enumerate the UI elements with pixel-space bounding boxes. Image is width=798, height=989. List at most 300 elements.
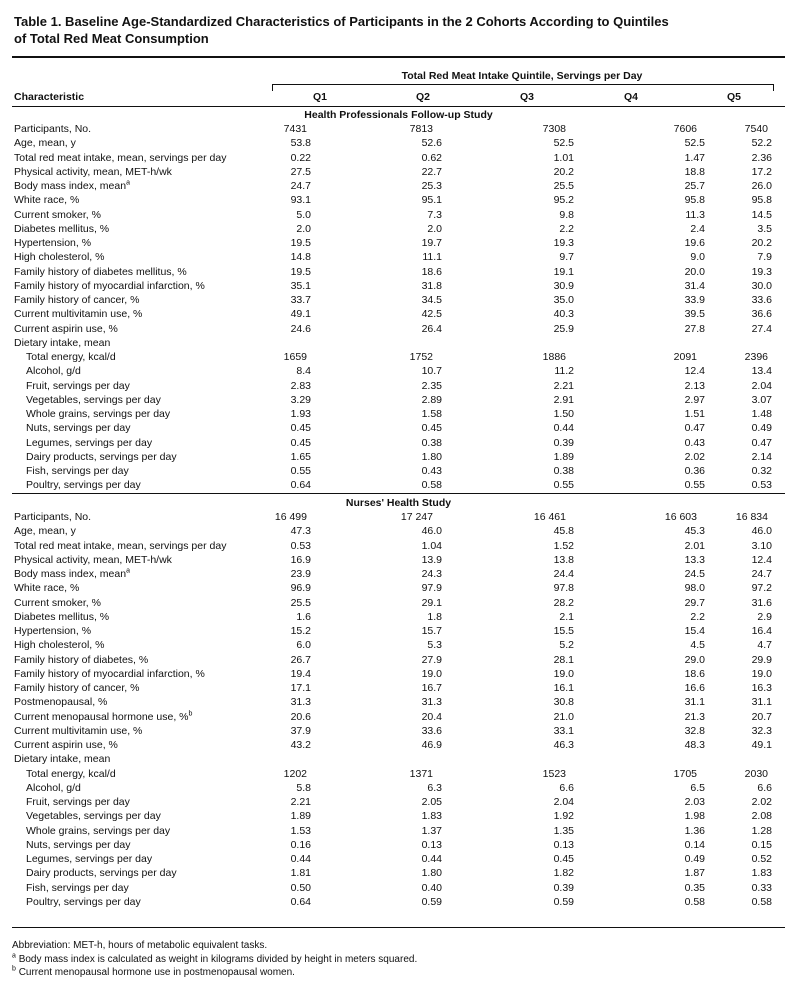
row-label xyxy=(26,407,170,421)
cell-q3: 1.89 xyxy=(553,450,574,463)
cell-q1: 0.45 xyxy=(290,436,311,449)
cell-q5: 20.2 xyxy=(751,237,772,249)
cell-q2: 42.5 xyxy=(421,308,442,321)
cell-q5: 0.53 xyxy=(751,479,772,492)
cell-q3: 0.13 xyxy=(553,838,574,851)
caption-line-1: Table 1. Baseline Age-Standardized Characteristics of Participants in the 2 Cohorts According to Quintiles xyxy=(14,14,669,29)
row-label xyxy=(14,567,130,581)
table-row xyxy=(0,165,798,179)
cell-q2: 1.8 xyxy=(427,610,442,623)
cell-q2: 0.58 xyxy=(421,479,442,492)
cell-q3: 0.38 xyxy=(553,465,574,477)
cell-q3: 33.1 xyxy=(553,724,574,737)
row-label xyxy=(26,838,130,852)
cell-q2: 0.59 xyxy=(421,895,442,908)
cell-q2: 2.35 xyxy=(421,379,442,392)
cell-q5: 33.6 xyxy=(751,294,772,306)
footnote-a-mark: a xyxy=(12,952,16,960)
cell-q3: 30.8 xyxy=(553,696,574,709)
row-label-text: Legumes, servings per day xyxy=(26,436,153,449)
cell-q3: 1.92 xyxy=(553,810,574,823)
cell-q4: 0.58 xyxy=(684,895,705,908)
cell-q3: 25.9 xyxy=(553,322,574,335)
cell-q1: 5.0 xyxy=(296,208,311,221)
cell-q1: 0.16 xyxy=(290,838,311,851)
cell-q4: 29.0 xyxy=(684,653,705,666)
cell-q1: 1.53 xyxy=(290,824,311,837)
cell-q4: 2.97 xyxy=(684,393,705,406)
cell-q3: 45.8 xyxy=(553,525,574,538)
q1-header: Q1 xyxy=(313,91,328,103)
cell-q5: 36.6 xyxy=(751,308,772,321)
row-label xyxy=(26,478,141,492)
table-row xyxy=(0,193,798,207)
row-label-text: Age, mean, y xyxy=(14,525,76,538)
cell-q2: 31.3 xyxy=(421,696,442,709)
cell-q1: 35.1 xyxy=(290,279,311,292)
cell-q1: 53.8 xyxy=(290,137,311,150)
cell-q3: 2.1 xyxy=(559,610,574,623)
cell-q2: 26.4 xyxy=(421,322,442,335)
cell-q3: 9.8 xyxy=(559,208,574,221)
cell-q3: 0.55 xyxy=(553,479,574,492)
cell-q4: 98.0 xyxy=(684,582,705,595)
row-label-text: Diabetes mellitus, % xyxy=(14,222,110,235)
cell-q1: 0.44 xyxy=(290,853,311,865)
row-label-text: Total red meat intake, mean, servings per day xyxy=(14,151,227,164)
cell-q2: 5.3 xyxy=(427,639,442,652)
cell-q1: 7431 xyxy=(283,123,307,135)
table-row xyxy=(0,250,798,264)
cell-q5: 30.0 xyxy=(751,279,772,292)
cell-q1: 2.21 xyxy=(290,796,311,808)
cell-q4: 21.3 xyxy=(684,710,705,723)
characteristic-header: Characteristic xyxy=(14,91,85,103)
cell-q4: 15.4 xyxy=(684,625,705,637)
table-footnotes xyxy=(12,939,417,980)
cell-q1: 16.9 xyxy=(290,553,311,566)
row-label xyxy=(14,151,226,165)
cell-q3: 2.04 xyxy=(553,796,574,808)
cell-q4: 6.5 xyxy=(690,781,705,794)
cell-q4: 95.8 xyxy=(684,194,705,207)
cell-q2: 6.3 xyxy=(427,781,442,794)
cell-q5: 19.0 xyxy=(751,667,772,680)
cell-q3: 20.2 xyxy=(553,165,574,178)
cell-q5: 97.2 xyxy=(751,582,772,595)
cell-q1: 37.9 xyxy=(290,724,311,737)
row-label-text: Dietary intake, mean xyxy=(14,753,111,766)
cell-q5: 0.52 xyxy=(751,853,772,865)
row-label xyxy=(26,450,177,464)
cell-q2: 25.3 xyxy=(421,180,442,192)
row-label xyxy=(14,510,91,524)
table-row xyxy=(0,350,798,364)
cell-q5: 3.10 xyxy=(751,539,772,552)
table-row xyxy=(0,293,798,307)
row-label-text: White race, % xyxy=(14,194,80,207)
row-label xyxy=(14,752,110,766)
cell-q1: 1.65 xyxy=(290,450,311,463)
row-label xyxy=(26,350,116,364)
row-label xyxy=(26,866,177,880)
row-label-text: Dairy products, servings per day xyxy=(26,450,177,463)
cell-q4: 9.0 xyxy=(690,251,705,264)
cell-q4: 31.4 xyxy=(684,279,705,292)
table-row xyxy=(0,895,798,909)
row-label xyxy=(14,581,79,595)
row-label xyxy=(14,596,101,610)
row-label-text: Total energy, kcal/d xyxy=(26,767,116,780)
cell-q2: 2.89 xyxy=(421,393,442,406)
cell-q3: 0.45 xyxy=(553,853,574,865)
bottom-rule xyxy=(12,927,785,928)
table-row xyxy=(0,179,798,193)
cell-q4: 18.6 xyxy=(684,667,705,680)
table-row xyxy=(0,795,798,809)
cell-q1: 31.3 xyxy=(290,696,311,709)
row-label-text: Current menopausal hormone use, % xyxy=(14,710,189,723)
cell-q5: 1.48 xyxy=(751,408,772,420)
row-label-text: Fish, servings per day xyxy=(26,881,129,894)
cell-q5: 31.1 xyxy=(751,696,772,709)
cell-q1: 24.7 xyxy=(290,180,311,192)
row-label-text: Nuts, servings per day xyxy=(26,422,131,435)
cell-q5: 0.32 xyxy=(751,465,772,477)
cell-q1: 19.5 xyxy=(290,237,311,249)
table-row xyxy=(0,510,798,524)
cell-q3: 19.1 xyxy=(553,265,574,278)
cell-q2: 1752 xyxy=(409,351,433,363)
row-label xyxy=(14,179,130,193)
cell-q5: 32.3 xyxy=(751,724,772,737)
row-label-text: Postmenopausal, % xyxy=(14,696,108,709)
row-label-text: Whole grains, servings per day xyxy=(26,824,171,837)
row-label-text: Current multivitamin use, % xyxy=(14,308,143,321)
cell-q1: 0.64 xyxy=(290,479,311,492)
cell-q5: 2.04 xyxy=(751,379,772,392)
cell-q5: 19.3 xyxy=(751,265,772,278)
cell-q2: 0.13 xyxy=(421,838,442,851)
cell-q5: 16.3 xyxy=(751,682,772,694)
cell-q2: 0.44 xyxy=(421,853,442,865)
cell-q4: 13.3 xyxy=(684,553,705,566)
cell-q3: 16.1 xyxy=(553,682,574,694)
section-title-hpfs: Health Professionals Follow-up Study xyxy=(304,109,493,121)
cell-q1: 16 499 xyxy=(274,511,307,523)
cell-q4: 1.51 xyxy=(684,408,705,420)
row-label-text: Whole grains, servings per day xyxy=(26,408,171,420)
table-row xyxy=(0,336,798,350)
cell-q5: 16.4 xyxy=(751,625,772,637)
table-row xyxy=(0,539,798,553)
row-label xyxy=(26,767,116,781)
footnote-b xyxy=(12,966,417,980)
cell-q1: 33.7 xyxy=(290,294,311,306)
table-row xyxy=(0,581,798,595)
cell-q4: 1.36 xyxy=(684,824,705,837)
row-label-text: Hypertension, % xyxy=(14,625,92,637)
table-row xyxy=(0,752,798,766)
cell-q3: 15.5 xyxy=(553,625,574,637)
row-label xyxy=(14,250,104,264)
cell-q2: 18.6 xyxy=(421,265,442,278)
cell-q4: 52.5 xyxy=(684,137,705,150)
cell-q5: 2396 xyxy=(744,351,768,363)
cell-q3: 1886 xyxy=(542,351,566,363)
table-row xyxy=(0,653,798,667)
row-label-text: High cholesterol, % xyxy=(14,251,105,264)
cell-q4: 7606 xyxy=(673,123,697,135)
footnote-a xyxy=(12,953,417,967)
cell-q1: 25.5 xyxy=(290,596,311,609)
row-label-text: Physical activity, mean, MET-h/wk xyxy=(14,165,172,178)
cell-q3: 35.0 xyxy=(553,294,574,306)
cell-q1: 1.81 xyxy=(290,867,311,880)
top-rule xyxy=(12,56,785,58)
row-label-text: Alcohol, g/d xyxy=(26,781,81,794)
table-row xyxy=(0,364,798,378)
cell-q2: 0.45 xyxy=(421,422,442,435)
cell-q2: 1371 xyxy=(409,767,433,780)
cell-q1: 15.2 xyxy=(290,625,311,637)
cell-q3: 1523 xyxy=(542,767,566,780)
cell-q3: 2.21 xyxy=(553,379,574,392)
cell-q3: 30.9 xyxy=(553,279,574,292)
cell-q3: 5.2 xyxy=(559,639,574,652)
cell-q5: 0.33 xyxy=(751,881,772,894)
cell-q1: 1202 xyxy=(283,767,307,780)
table-row xyxy=(0,208,798,222)
row-label-text: Nuts, servings per day xyxy=(26,838,131,851)
table-row xyxy=(0,478,798,492)
table-row xyxy=(0,553,798,567)
cell-q1: 49.1 xyxy=(290,308,311,321)
cell-q1: 26.7 xyxy=(290,653,311,666)
table-row xyxy=(0,236,798,250)
row-label-text: Fruit, servings per day xyxy=(26,379,130,392)
cell-q1: 19.4 xyxy=(290,667,311,680)
cell-q2: 29.1 xyxy=(421,596,442,609)
cell-q3: 28.1 xyxy=(553,653,574,666)
cell-q5: 24.7 xyxy=(751,568,772,580)
cell-q5: 2.14 xyxy=(751,450,772,463)
cell-q2: 31.8 xyxy=(421,279,442,292)
table-row xyxy=(0,610,798,624)
row-label-text: Family history of diabetes, % xyxy=(14,653,149,666)
cell-q3: 1.35 xyxy=(553,824,574,837)
row-label xyxy=(26,464,129,478)
row-label xyxy=(14,236,91,250)
cell-q1: 3.29 xyxy=(290,393,311,406)
cell-q2: 1.83 xyxy=(421,810,442,823)
cell-q2: 17 247 xyxy=(400,511,433,523)
cell-q4: 48.3 xyxy=(684,739,705,751)
cell-q5: 0.47 xyxy=(751,436,772,449)
cell-q1: 17.1 xyxy=(290,682,311,694)
row-label-text: High cholesterol, % xyxy=(14,639,105,652)
cell-q1: 0.64 xyxy=(290,895,311,908)
spanner-bracket xyxy=(272,84,774,91)
q5-header: Q5 xyxy=(727,91,742,103)
table-row xyxy=(0,436,798,450)
cell-q3: 0.44 xyxy=(553,422,574,435)
cell-q2: 1.37 xyxy=(421,824,442,837)
row-label xyxy=(14,539,226,553)
cell-q5: 49.1 xyxy=(751,739,772,751)
table-row xyxy=(0,866,798,880)
cell-q2: 20.4 xyxy=(421,710,442,723)
cell-q2: 7.3 xyxy=(427,208,442,221)
cell-q3: 7308 xyxy=(542,123,566,135)
row-label xyxy=(14,222,109,236)
cell-q3: 52.5 xyxy=(553,137,574,150)
table-row xyxy=(0,450,798,464)
cell-q4: 27.8 xyxy=(684,322,705,335)
table-row xyxy=(0,464,798,478)
row-label-text: Family history of myocardial infarction, % xyxy=(14,279,205,292)
row-label-text: Total energy, kcal/d xyxy=(26,351,116,363)
row-label-text: Participants, No. xyxy=(14,511,92,523)
row-label-text: Current smoker, % xyxy=(14,596,101,609)
cell-q3: 1.50 xyxy=(553,408,574,420)
cell-q3: 0.39 xyxy=(553,881,574,894)
cell-q3: 40.3 xyxy=(553,308,574,321)
cell-q5: 14.5 xyxy=(751,208,772,221)
footnote-a-text: Body mass index is calculated as weight in kilograms divided by height in meters squared. xyxy=(18,953,418,965)
row-label xyxy=(14,653,148,667)
q2-header: Q2 xyxy=(416,91,431,103)
cell-q3: 19.0 xyxy=(553,667,574,680)
row-label xyxy=(14,193,79,207)
row-label-text: Hypertension, % xyxy=(14,237,92,249)
cell-q4: 2.4 xyxy=(690,222,705,235)
cell-q5: 31.6 xyxy=(751,596,772,609)
row-label-text: Dairy products, servings per day xyxy=(26,867,177,880)
cell-q4: 0.43 xyxy=(684,436,705,449)
row-label xyxy=(14,695,107,709)
cell-q1: 1.89 xyxy=(290,810,311,823)
cell-q4: 1.47 xyxy=(684,151,705,164)
row-label xyxy=(14,724,142,738)
cell-q1: 0.45 xyxy=(290,422,311,435)
cell-q3: 2.91 xyxy=(553,393,574,406)
cell-q2: 27.9 xyxy=(421,653,442,666)
table-row xyxy=(0,265,798,279)
row-label-text: Diabetes mellitus, % xyxy=(14,610,110,623)
cell-q5: 12.4 xyxy=(751,553,772,566)
cell-q1: 0.22 xyxy=(290,151,311,164)
cell-q2: 1.04 xyxy=(421,539,442,552)
cell-q5: 7540 xyxy=(744,123,768,135)
cell-q4: 29.7 xyxy=(684,596,705,609)
cell-q3: 1.52 xyxy=(553,539,574,552)
row-label-text: Vegetables, servings per day xyxy=(26,810,161,823)
row-label xyxy=(14,738,118,752)
row-label xyxy=(14,265,187,279)
cell-q5: 29.9 xyxy=(751,653,772,666)
cell-q3: 95.2 xyxy=(553,194,574,207)
cell-q4: 32.8 xyxy=(684,724,705,737)
cell-q3: 97.8 xyxy=(553,582,574,595)
cell-q3: 24.4 xyxy=(553,568,574,580)
cell-q2: 22.7 xyxy=(421,165,442,178)
cell-q2: 0.43 xyxy=(421,465,442,477)
cell-q5: 16 834 xyxy=(735,511,768,523)
row-label-text: Body mass index, mean xyxy=(14,568,127,580)
cell-q5: 7.9 xyxy=(757,251,772,264)
cell-q3: 11.2 xyxy=(554,365,574,378)
cell-q4: 2.03 xyxy=(684,796,705,808)
cell-q5: 1.28 xyxy=(751,824,772,837)
cell-q4: 39.5 xyxy=(684,308,705,321)
cell-q4: 0.47 xyxy=(684,422,705,435)
row-label xyxy=(26,895,141,909)
cell-q4: 16 603 xyxy=(664,511,697,523)
abbreviation-note: Abbreviation: MET-h, hours of metabolic equivalent tasks. xyxy=(12,940,268,951)
cell-q2: 33.6 xyxy=(421,724,442,737)
cell-q3: 16 461 xyxy=(533,511,566,523)
row-label xyxy=(14,136,76,150)
section-title-nhs: Nurses' Health Study xyxy=(345,497,452,509)
row-label-text: Fish, servings per day xyxy=(26,465,129,477)
cell-q5: 52.2 xyxy=(751,137,772,150)
row-label xyxy=(14,553,172,567)
row-label-text: Body mass index, mean xyxy=(14,180,127,192)
row-label xyxy=(14,681,139,695)
table-row xyxy=(0,809,798,823)
cell-q2: 1.80 xyxy=(421,450,442,463)
table-row xyxy=(0,724,798,738)
cell-q1: 0.53 xyxy=(290,539,311,552)
table-row xyxy=(0,307,798,321)
cell-q1: 43.2 xyxy=(290,739,311,751)
cell-q5: 95.8 xyxy=(751,194,772,207)
row-label xyxy=(26,781,81,795)
cell-q2: 15.7 xyxy=(421,625,442,637)
cell-q5: 2.02 xyxy=(751,796,772,808)
section-divider xyxy=(12,493,785,494)
cell-q1: 96.9 xyxy=(290,582,311,595)
table-row xyxy=(0,824,798,838)
table-row xyxy=(0,852,798,866)
cell-q4: 2.02 xyxy=(684,450,705,463)
footnote-b-mark: b xyxy=(12,965,16,973)
cell-q2: 52.6 xyxy=(421,137,442,150)
row-label-text: Participants, No. xyxy=(14,123,92,135)
row-label xyxy=(14,624,91,638)
cell-q5: 6.6 xyxy=(757,781,772,794)
table-row xyxy=(0,393,798,407)
cell-q1: 0.55 xyxy=(290,465,311,477)
row-label-text: Poultry, servings per day xyxy=(26,479,141,492)
row-label-text: Family history of myocardial infarction, % xyxy=(14,667,205,680)
cell-q3: 21.0 xyxy=(553,710,574,723)
row-label xyxy=(14,667,205,681)
cell-q5: 2.36 xyxy=(751,151,772,164)
header-rule xyxy=(12,106,785,107)
row-label xyxy=(14,336,110,350)
cell-q4: 12.4 xyxy=(684,365,705,378)
cell-q5: 4.7 xyxy=(757,639,772,652)
row-label xyxy=(26,421,130,435)
cell-q1: 2.0 xyxy=(296,222,311,235)
table-row xyxy=(0,322,798,336)
table-row xyxy=(0,667,798,681)
cell-q4: 31.1 xyxy=(684,696,705,709)
table-row xyxy=(0,421,798,435)
cell-q4: 0.36 xyxy=(684,465,705,477)
